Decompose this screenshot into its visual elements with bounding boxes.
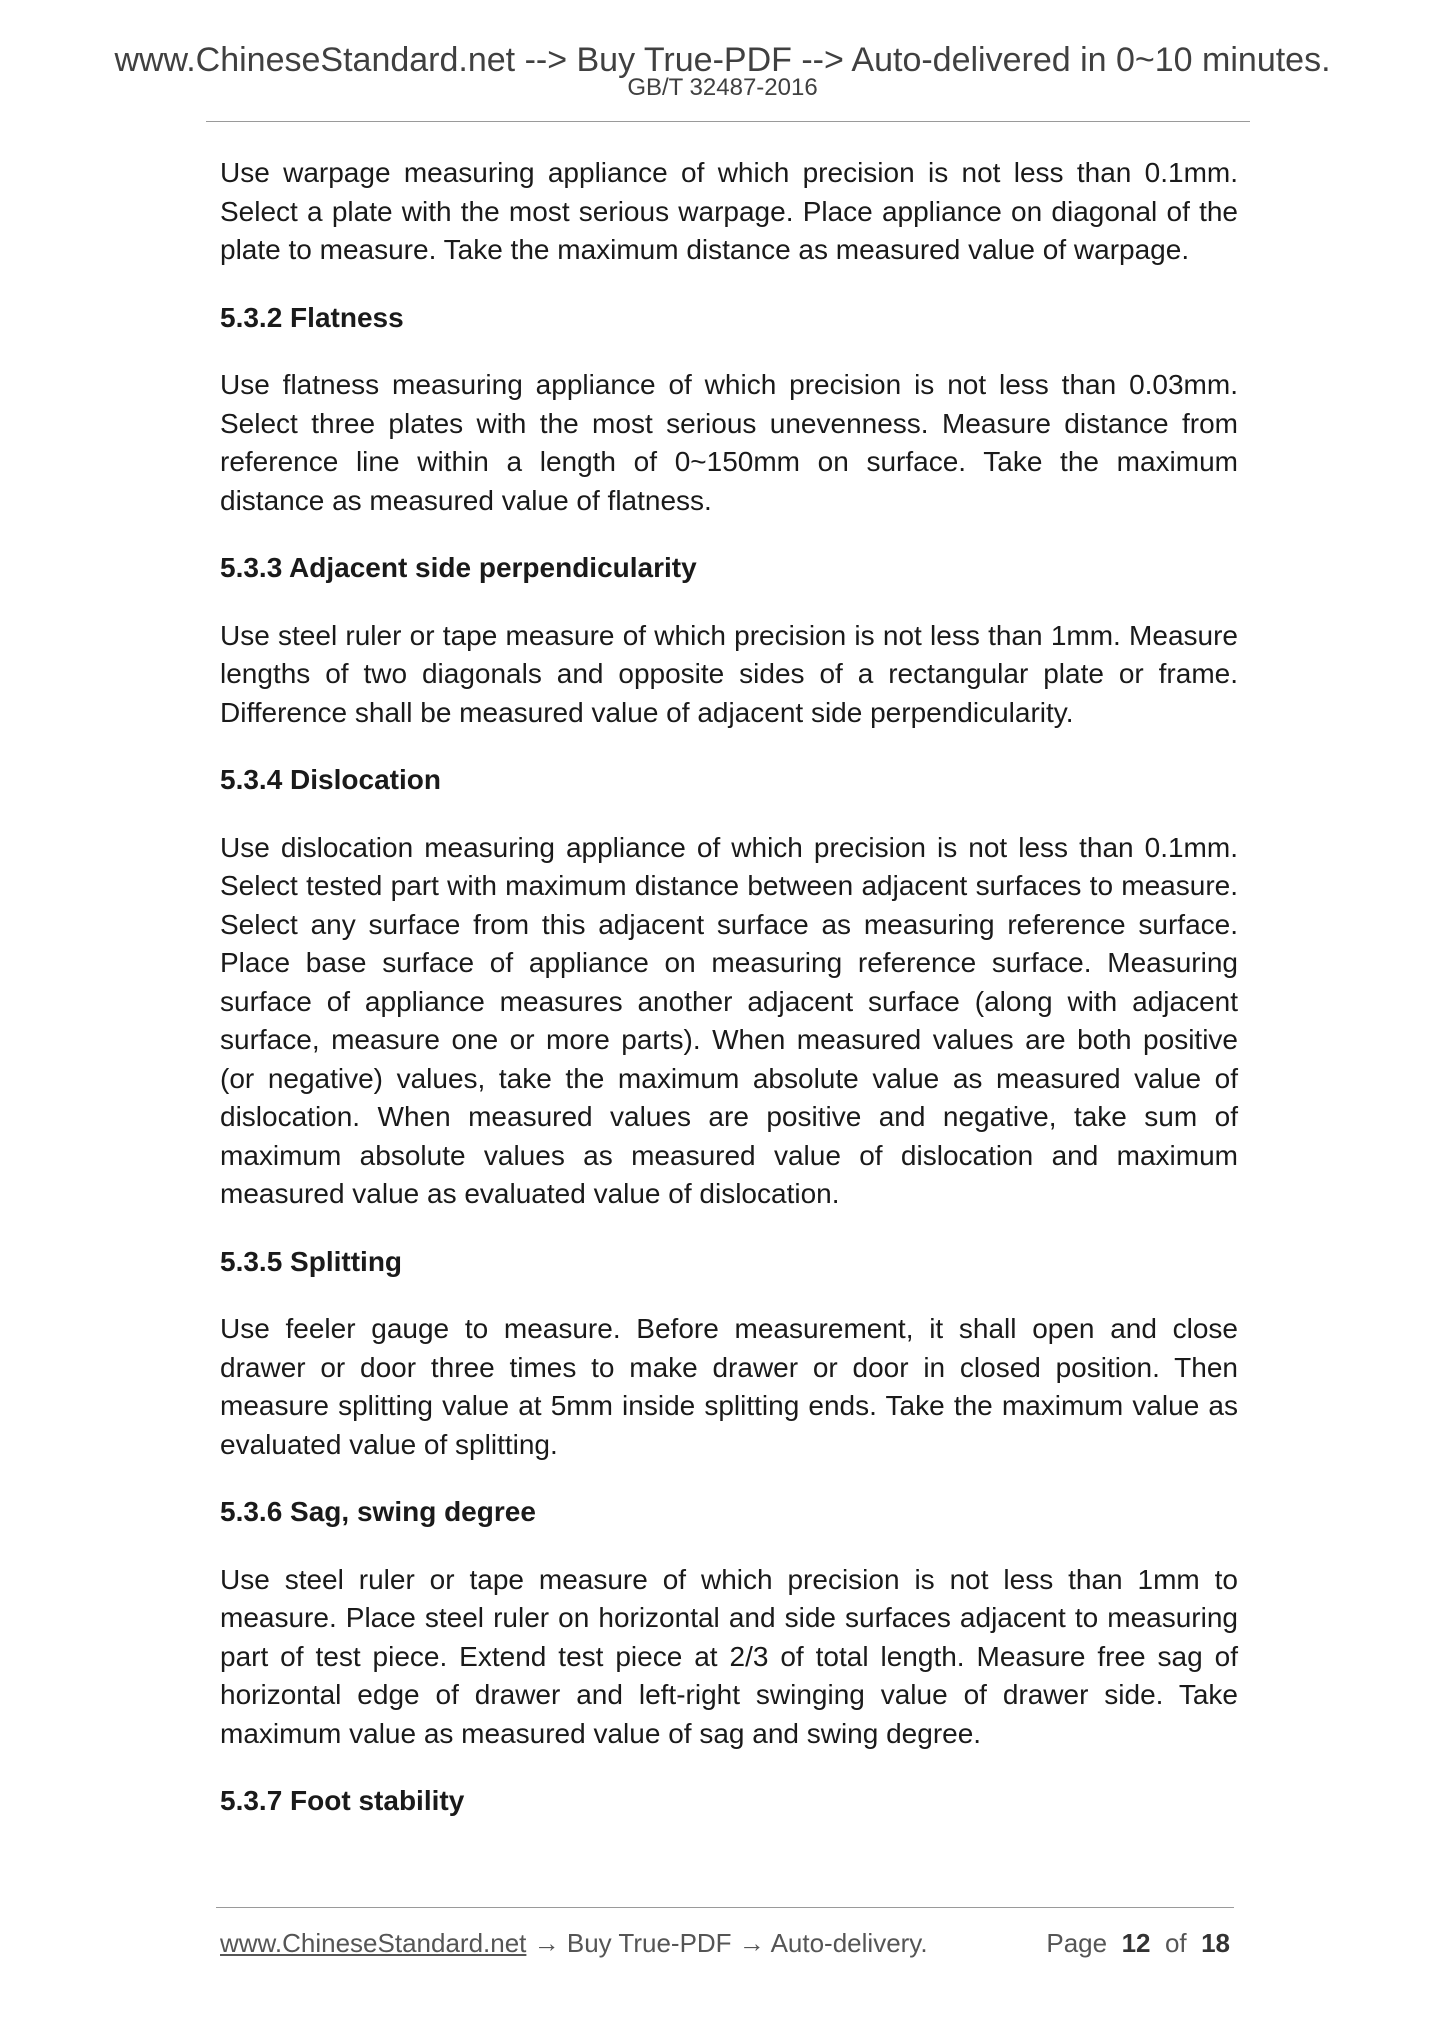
footer-divider (216, 1907, 1234, 1908)
section-heading-perpendicularity: 5.3.3 Adjacent side perpendicularity (220, 552, 697, 583)
intro-paragraph: Use warpage measuring appliance of which precision is not less than 0.1mm. Select a plate with the most serious warpage. Place appliance on diagonal of the plate to measure. Take the maximum distance as measured value of warpage. (220, 157, 1238, 265)
top-banner: www.ChineseStandard.net --> Buy True-PDF --> Auto-delivered in 0~10 minutes. (114, 41, 1331, 79)
section-heading-flatness: 5.3.2 Flatness (220, 301, 404, 333)
section-heading-dislocation: 5.3.4 Dislocation (220, 764, 441, 795)
footer-promo (220, 1926, 928, 1960)
section-heading-sag-swing: 5.3.6 Sag, swing degree (220, 1496, 536, 1527)
document-body (220, 154, 1238, 1850)
section-paragraph-dislocation: Use dislocation measuring appliance of which precision is not less than 0.1mm. Select tested part with maximum distance between adjacent surfaces to measure. Select any surface from this adjacent surface as measuring reference surface. Place base surface of appliance on measuring reference surface. Measuring surface of appliance measures another adjacent surface (along with adjacent surface, measure one or more parts). When measured values are both positive (or negative) values, take the maximum absolute value as measured value of dislocation. When measured values are positive and negative, take sum of maximum absolute values as measured value of dislocation and maximum measured value as evaluated value of dislocation. (220, 831, 1238, 1209)
section-heading-splitting: 5.3.5 Splitting (220, 1245, 403, 1277)
section-paragraph-flatness: Use flatness measuring appliance of which precision is not less than 0.03mm. Select three plates with the most serious unevenness. Measure distance from reference line within a length of 0~150mm on surface. Take the maximum distance as measured value of flatness. (220, 369, 1238, 516)
page-number: 12 (1121, 1928, 1151, 1958)
section-heading-foot-stability: 5.3.7 Foot stability (220, 1785, 465, 1816)
page-label: Page (1046, 1928, 1108, 1958)
standard-code: GB/T 32487-2016 (627, 74, 818, 101)
footer-site-link[interactable]: www.ChineseStandard.net (220, 1928, 527, 1958)
section-paragraph-perpendicularity: Use steel ruler or tape measure of which precision is not less than 1mm. Measure lengths of two diagonals and opposite sides of a rectangular plate or frame. Difference shall be measured value of adjacent side perpendicularity. (220, 619, 1238, 728)
header-divider (206, 121, 1250, 122)
of-label: of (1164, 1928, 1187, 1958)
section-paragraph-sag-swing: Use steel ruler or tape measure of which precision is not less than 1mm to measure. Place steel ruler on horizontal and side surfaces adjacent to measuring part of test piece. Extend test piece at 2/3 of total length. Measure free sag of horizontal edge of drawer and left-right swinging value of drawer side. Take maximum value as measured value of sag and swing degree. (220, 1563, 1238, 1749)
page-indicator (1046, 1926, 1230, 1960)
footer-promo-text: → Buy True-PDF → Auto-delivery. (526, 1928, 928, 1958)
page-total: 18 (1201, 1928, 1230, 1958)
section-paragraph-splitting: Use feeler gauge to measure. Before measurement, it shall open and close drawer or door three times to make drawer or door in closed position. Then measure splitting value at 5mm inside splitting ends. Take the maximum value as evaluated value of splitting. (220, 1313, 1238, 1460)
